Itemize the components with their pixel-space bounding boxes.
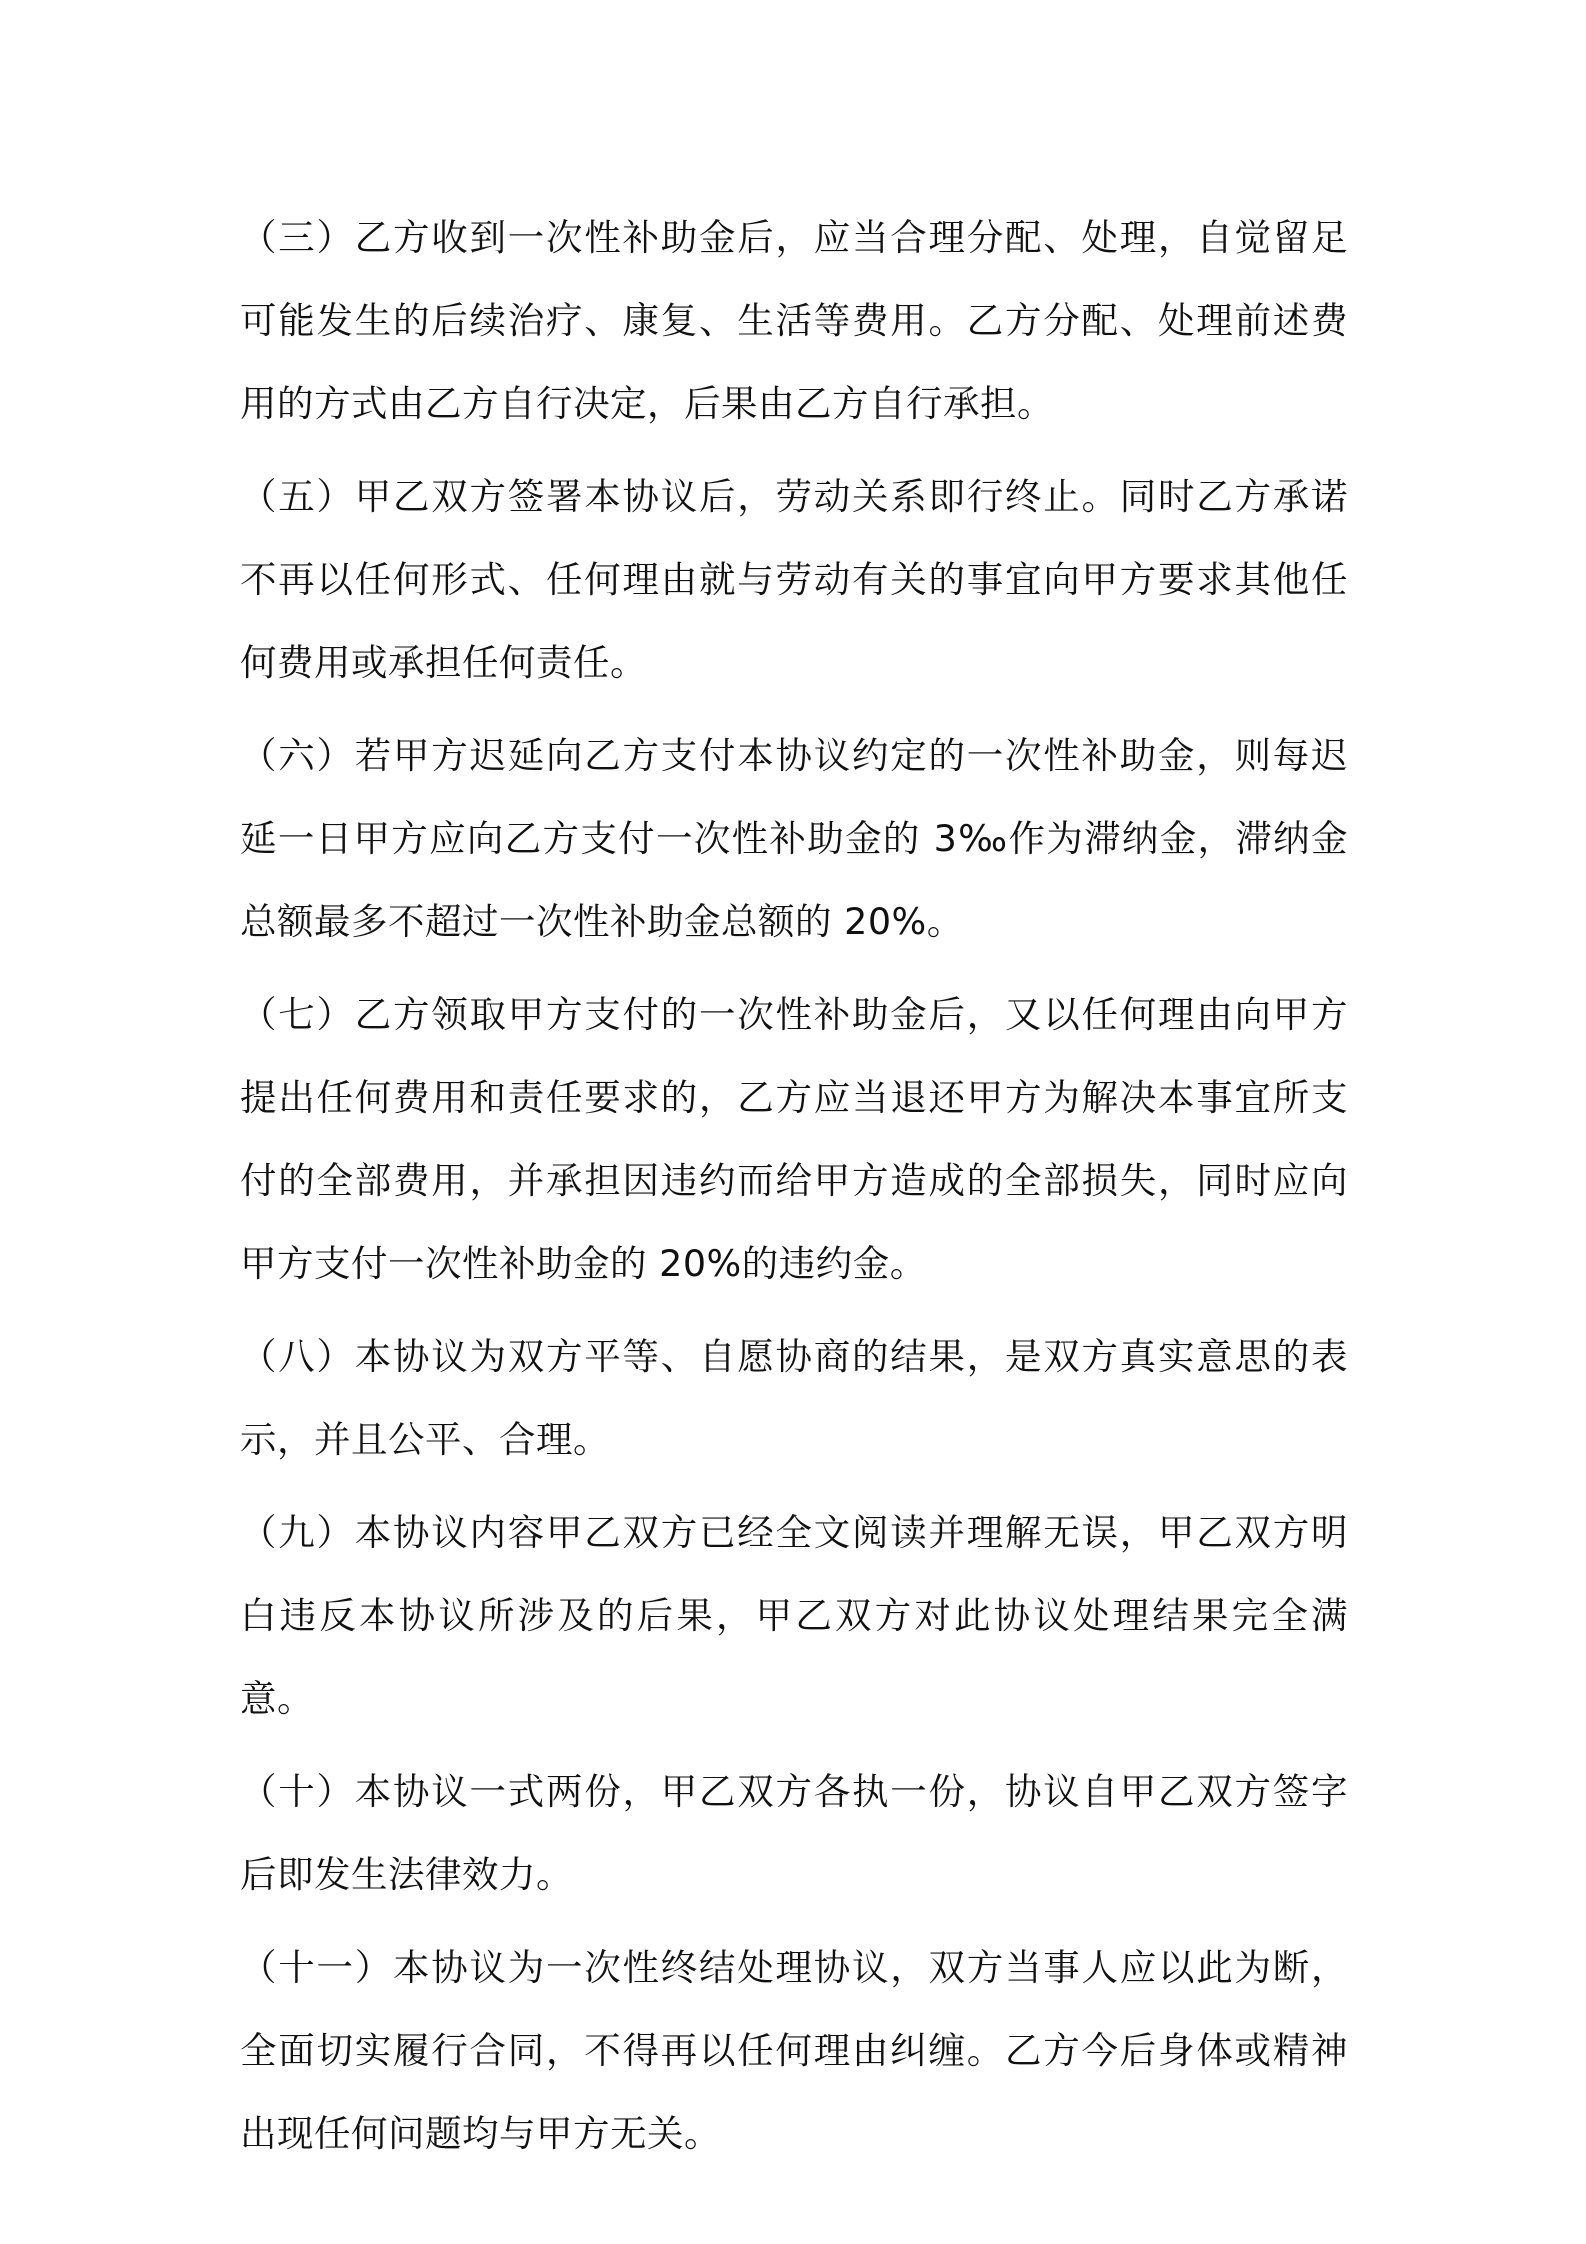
clause-3: （三）乙方收到一次性补助金后，应当合理分配、处理，自觉留足可能发生的后续治疗、康复、生活等费用。乙方分配、处理前述费用的方式由乙方自行决定，后果由乙方自行承担。: [240, 216, 1348, 425]
clause-8: （八）本协议为双方平等、自愿协商的结果，是双方真实意思的表示，并且公平、合理。: [240, 1335, 1348, 1461]
agreement-body: [240, 196, 1348, 2185]
clause-7: （七）乙方领取甲方支付的一次性补助金后，又以任何理由向甲方提出任何费用和责任要求的，乙方应当退还甲方为解决本事宜所支付的全部费用，并承担因违约而给甲方造成的全部损失，同时应向甲方支付一次性补助金的 20%的违约金。: [240, 993, 1348, 1285]
clause-6: （六）若甲方迟延向乙方支付本协议约定的一次性补助金，则每迟延一日甲方应向乙方支付一次性补助金的 3‰作为滞纳金，滞纳金总额最多不超过一次性补助金总额的 20%。: [240, 734, 1348, 943]
clause-5: （五）甲乙双方签署本协议后，劳动关系即行终止。同时乙方承诺不再以任何形式、任何理由就与劳动有关的事宜向甲方要求其他任何费用或承担任何责任。: [240, 475, 1348, 684]
clause-10: （十）本协议一式两份，甲乙双方各执一份，协议自甲乙双方签字后即发生法律效力。: [240, 1770, 1348, 1896]
clause-11: （十一）本协议为一次性终结处理协议，双方当事人应以此为断，全面切实履行合同，不得再以任何理由纠缠。乙方今后身体或精神出现任何问题均与甲方无关。: [240, 1946, 1348, 2155]
clause-9: （九）本协议内容甲乙双方已经全文阅读并理解无误，甲乙双方明白违反本协议所涉及的后果，甲乙双方对此协议处理结果完全满意。: [240, 1511, 1348, 1720]
